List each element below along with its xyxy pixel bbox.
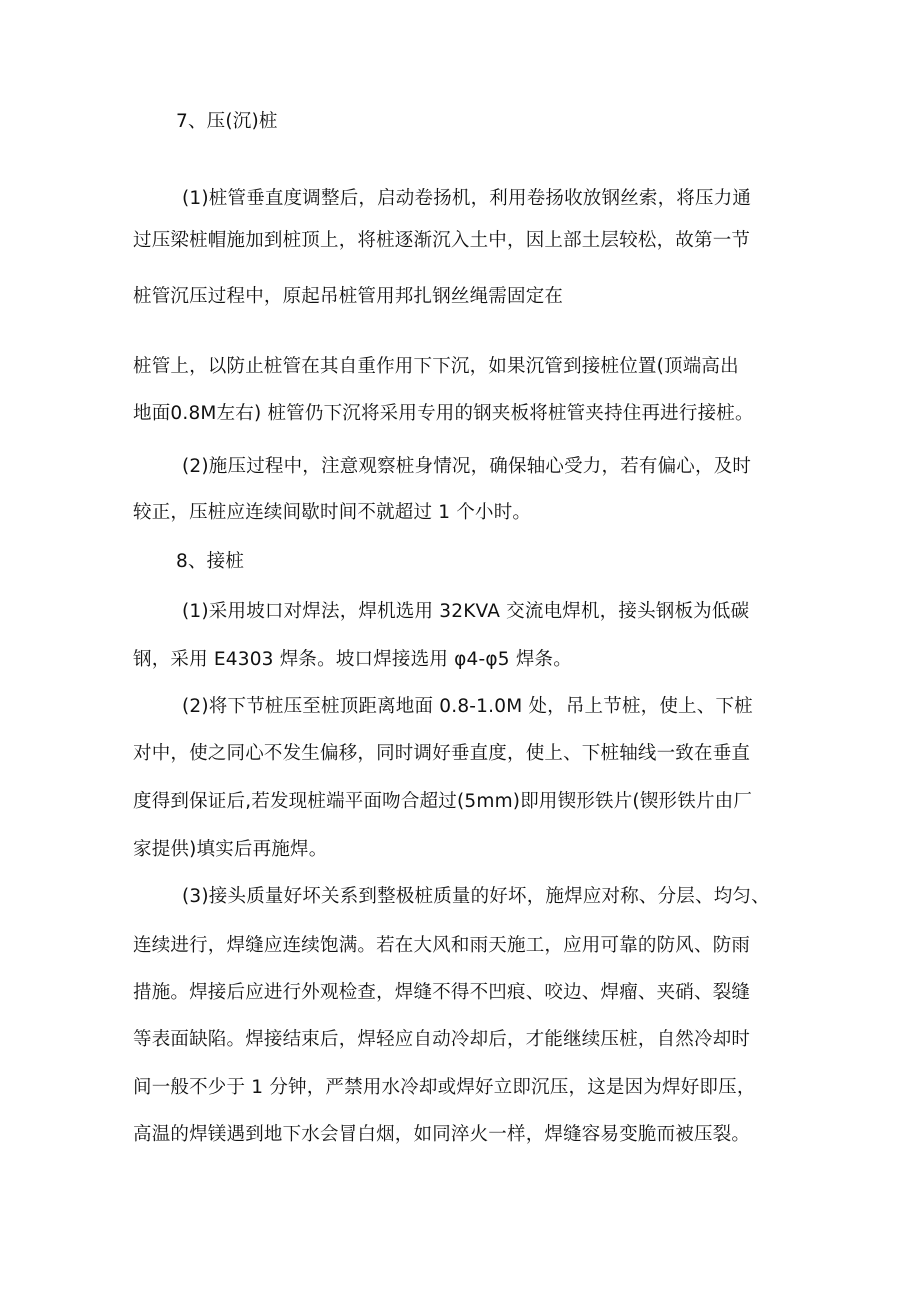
paragraph-line: 措施。焊接后应进行外观检查，焊缝不得不凹痕、咬边、焊瘤、夹硝、裂缝	[133, 982, 751, 1003]
paragraph-line: (2)将下节桩压至桩顶距离地面 0.8-1.0M 处，吊上节桩，使上、下桩	[182, 696, 753, 717]
paragraph-line: 钢，采用 E4303 焊条。坡口焊接选用 φ4-φ5 焊条。	[133, 649, 572, 670]
paragraph-line: 地面0.8M左右) 桩管仍下沉将采用专用的钢夹板将桩管夹持住再进行接桩。	[133, 403, 754, 424]
paragraph-line: 桩管上，以防止桩管在其自重作用下下沉，如果沉管到接桩位置(顶端高出	[133, 356, 739, 377]
section-heading: 7、压(沉)桩	[176, 111, 278, 132]
paragraph-line: 度得到保证后,若发现桩端平面吻合超过(5mm)即用锲形铁片(锲形铁片由厂	[133, 791, 753, 812]
paragraph-line: 桩管沉压过程中，原起吊桩管用邦扎钢丝绳需固定在	[133, 286, 564, 307]
paragraph-line: 连续进行，焊缝应连续饱满。若在大风和雨天施工，应用可靠的防风、防雨	[133, 935, 751, 956]
paragraph-line: 对中，使之同心不发生偏移，同时调好垂直度，使上、下桩轴线一致在垂直	[133, 743, 751, 764]
paragraph-line: (2)施压过程中，注意观察桩身情况，确保轴心受力，若有偏心，及时	[182, 456, 752, 477]
paragraph-line: 高温的焊镁遇到地下水会冒白烟，如同淬火一样，焊缝容易变脆而被压裂。	[133, 1124, 751, 1145]
paragraph-line: 家提供)填实后再施焊。	[133, 839, 328, 860]
paragraph-line: (1)桩管垂直度调整后，启动卷扬机，利用卷扬收放钢丝索，将压力通	[182, 188, 752, 209]
paragraph-line: (1)采用坡口对焊法，焊机选用 32KVA 交流电焊机，接头钢板为低碳	[182, 601, 750, 622]
paragraph-line: 间一般不少于 1 分钟，严禁用水冷却或焊好立即沉压，这是因为焊好即压，	[133, 1077, 756, 1098]
paragraph-line: 等表面缺陷。焊接结束后，焊轻应自动冷却后，才能继续压桩，自然冷却时	[133, 1029, 751, 1050]
paragraph-line: 过压梁桩帽施加到桩顶上，将桩逐渐沉入土中，因上部土层较松，故第一节	[133, 230, 751, 251]
section-heading: 8、接桩	[176, 551, 245, 572]
paragraph-line: (3)接头质量好坏关系到整极桩质量的好坏，施焊应对称、分层、均匀、	[182, 886, 770, 907]
paragraph-line: 较正，压桩应连续间歇时间不就超过 1 个小时。	[133, 502, 532, 523]
